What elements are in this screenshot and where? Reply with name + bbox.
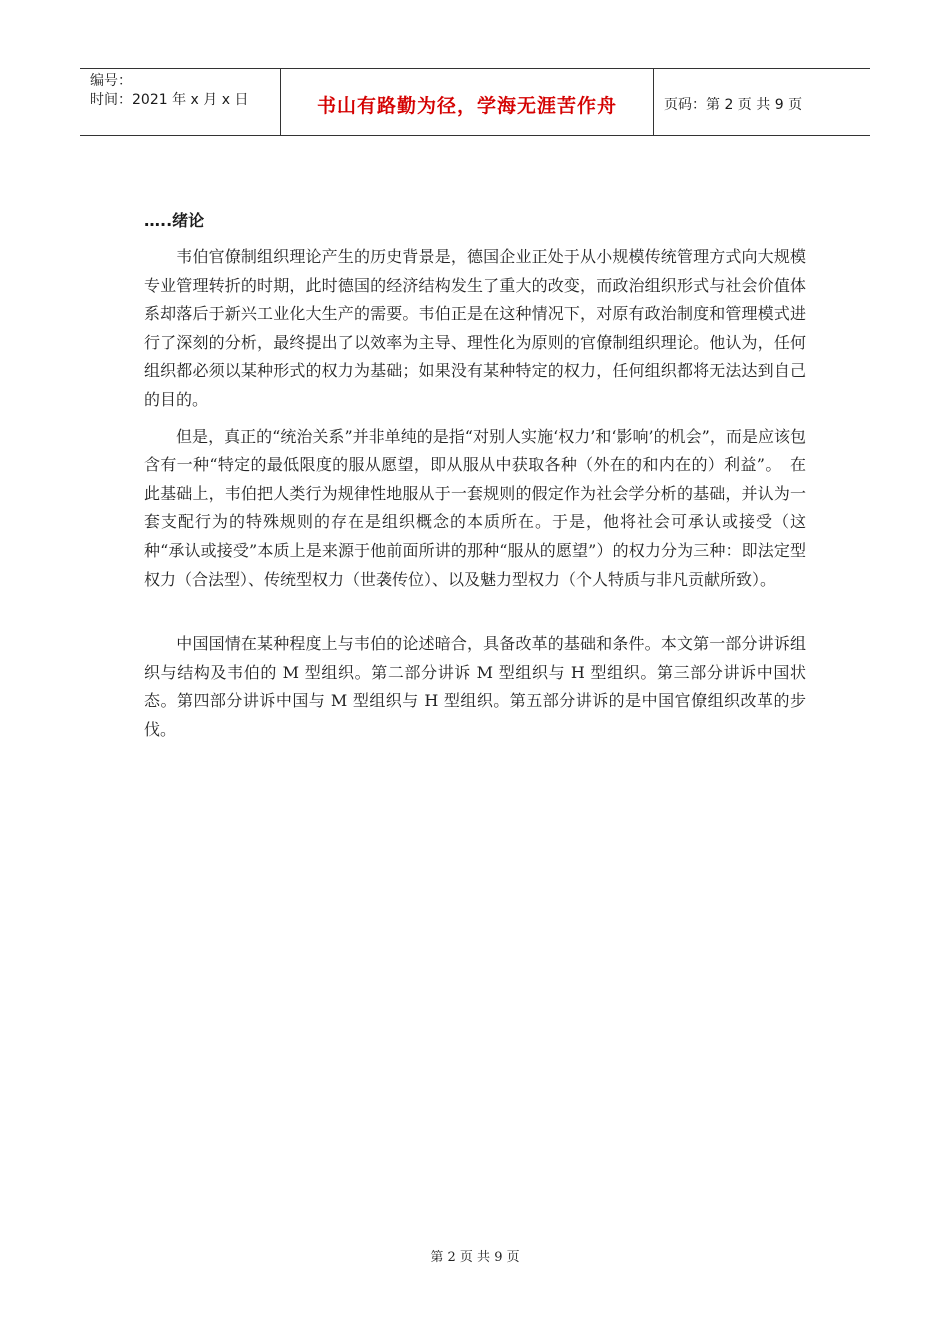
header-motto-cell <box>281 69 654 135</box>
motto-text: 书山有路勤为径，学海无涯苦作舟 <box>316 94 617 117</box>
header-page-info-cell <box>654 69 870 135</box>
page-info: 页码：第 2 页 共 9 页 <box>664 97 803 113</box>
paragraph: 但是，真正的“统治关系”并非单纯的是指“对别人实施‘权力’和‘影响’的机会”，而是应该包含有一种“特定的最低限度的服从愿望，即从服从中获取各种（外在的和内在的）利益”。 在此基础上，韦伯把人类行为规律性地服从于一套规则的假定作为社会学分析的基础，并认为一套支配行为的特殊规则的存在是组织概念的本质所在。于是，他将社会可承认或接受（这种“承认或接受”本质上是来源于他前面所讲的那种“服从的愿望”）的权力分为三种：即法定型权力（合法型）、传统型权力（世袭传位）、以及魅力型权力（个人特质与非凡贡献所致）。 <box>144 426 806 589</box>
section-title: …..绪论 <box>144 211 205 230</box>
date-label: 时间：2021 年 x 月 x 日 <box>90 92 249 108</box>
serial-number-label: 编号： <box>90 73 132 89</box>
page-footer: 第 2 页 共 9 页 <box>430 1250 520 1265</box>
header-meta <box>80 69 281 135</box>
paragraph: 中国国情在某种程度上与韦伯的论述暗合，具备改革的基础和条件。本文第一部分讲诉组织与结构及韦伯的 M 型组织。第二部分讲诉 M 型组织与 H 型组织。第三部分讲诉中国状态。第四部分讲诉中国与 M 型组织与 H 型组织。第五部分讲诉的是中国官僚组织改革的步伐。 <box>144 634 806 739</box>
document-body <box>144 200 806 745</box>
paragraph: 韦伯官僚制组织理论产生的历史背景是，德国企业正处于从小规模传统管理方式向大规模专业管理转折的时期，此时德国的经济结构发生了重大的改变，而政治组织形式与社会价值体系却落后于新兴工业化大生产的需要。韦伯正是在这种情况下，对原有政治制度和管理模式进行了深刻的分析，最终提出了以效率为主导、理性化为原则的官僚制组织理论。他认为，任何组织都必须以某种形式的权力为基础；如果没有某种特定的权力，任何组织都将无法达到自己的目的。 <box>144 247 806 409</box>
document-header <box>80 68 870 136</box>
